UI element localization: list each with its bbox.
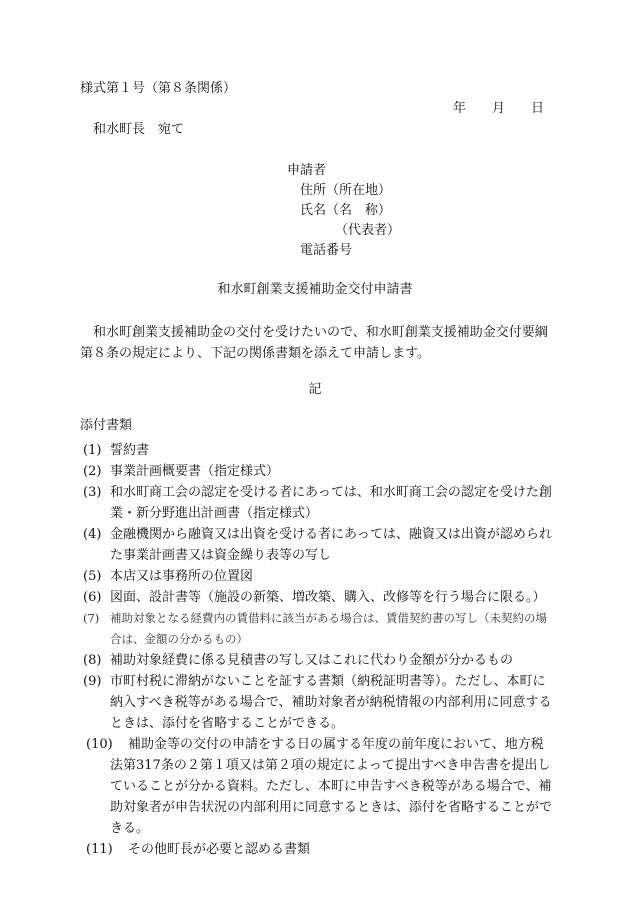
item-text: 事業計画概要書（指定様式） [110,464,280,479]
attachment-item [80,440,555,461]
addressee: 和水町長 宛て [93,122,185,137]
item-text: 図面、設計書等（施設の新築、増改築、購入、改修等を行う場合に限る。） [110,590,546,605]
item-text: 和水町商工会の認定を受ける者にあっては、和水町商工会の認定を受けた創業・新分野進出計画書（指定様式） [110,485,552,521]
attachment-item [80,671,555,734]
date-line [453,102,544,115]
item-number: (1) [83,443,102,458]
applicant-representative: （代表者） [335,223,401,238]
attachment-item [80,566,555,587]
applicant-address: 住所（所在地） [300,183,392,198]
item-text: 金融機関から融資又は出資を受ける者にあっては、融資又は出資が認められた事業計画書又は資金繰り表等の写し [110,527,552,563]
applicant-name: 氏名（名 称） [300,203,392,218]
item-number: (9) [83,674,102,689]
date-month: 月 [492,101,506,116]
item-number: (8) [83,653,102,668]
applicant-heading: 申請者 [287,163,327,178]
form-number: 様式第１号（第８条関係） [80,81,237,96]
item-number: (11) [86,842,113,857]
attachment-item [80,524,555,566]
item-text: 市町村税に滞納がないことを証する書類（納税証明書等）。ただし、本町に納入すべき税等がある場合で、補助対象者が納税情報の内部利用に同意するときは、添付を省略することができる。 [110,674,552,731]
date-day: 日 [531,101,545,116]
item-text: 誓約書 [110,443,150,458]
item-number: (6) [83,590,102,605]
item-text: 補助対象経費に係る見積書の写し又はこれに代わり金額が分かるもの [110,653,514,668]
item-text: その他町長が必要と認める書類 [128,842,311,857]
attachment-item [80,482,555,524]
application-statement: 和水町創業支援補助金の交付を受けたいので、和水町創業支援補助金交付要綱第８条の規定により、下記の関係書類を添えて申請します。 [80,325,548,361]
document-title: 和水町創業支援補助金交付申請書 [217,282,413,297]
attachments-heading: 添付書類 [80,418,133,433]
item-number: (10) [86,737,113,752]
item-text: 補助対象となる経費内の賃借料に該当がある場合は、賃借契約書の写し（未契約の場合は、金額の分かるもの） [110,611,547,646]
attachment-item [80,734,555,839]
item-number: (4) [83,527,102,542]
ki-heading: 記 [308,382,322,397]
item-number: (5) [83,569,102,584]
attachment-item [80,839,555,860]
attachment-item [80,608,555,650]
item-number: (3) [83,485,102,500]
item-number: (2) [83,464,102,479]
attachment-item [80,587,555,608]
date-year: 年 [453,101,467,116]
attachments-list [80,440,555,860]
applicant-phone: 電話番号 [300,243,353,258]
item-text: 本店又は事務所の位置図 [110,569,254,584]
attachment-item [80,461,555,482]
item-text: 補助金等の交付の申請をする日の属する年度の前年度において、地方税法第317条の２第１項又は第２項の規定によって提出すべき申告書を提出していることが分かる資料。ただし、本町に申告すべき税等がある場合で、補助対象者が申告状況の内部利用に同意するときは、添付を省略することができる。 [110,737,553,836]
attachment-item [80,650,555,671]
item-number: (7) [83,611,100,625]
